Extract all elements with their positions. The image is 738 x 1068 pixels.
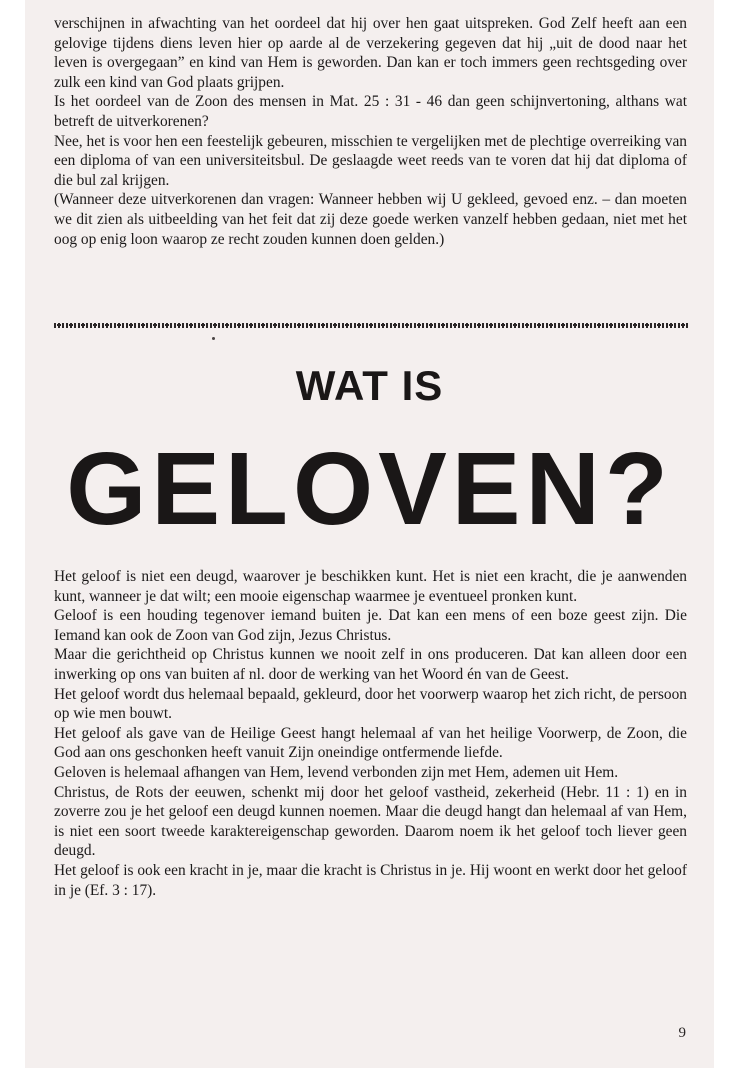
top-text <box>54 14 687 249</box>
print-speck <box>212 337 215 340</box>
page-number: 9 <box>678 1025 686 1041</box>
paragraph: verschijnen in afwachting van het oordeel dat hij over hen gaat uitspreken. God Zelf heeft aan een gelovige tijdens diens leven hier op aarde al de verzekering gegeven dat hij „uit de dood naar het leven is overgegaan” en kind van Hem is geworden. Dan kan er toch immers geen rechtsgeding over zulk een kind van God plaats grijpen. <box>54 15 687 91</box>
paragraph: Het geloof als gave van de Heilige Geest hangt helemaal af van het heilige Voorwerp, de Zoon, die God aan ons geschonken heeft vanuit Zijn oneindige ontfermende liefde. <box>54 724 687 762</box>
body-text <box>54 567 687 900</box>
section-divider <box>54 323 688 328</box>
heading-wat-is: WAT IS <box>295 362 444 409</box>
paragraph: Maar die gerichtheid op Christus kunnen we nooit zelf in ons produceren. Dat kan alleen door een inwerking op ons van buiten af nl. door de werking van het Woord én van de Geest. <box>54 646 687 683</box>
paragraph: Geloven is helemaal afhangen van Hem, levend verbonden zijn met Hem, ademen uit Hem. <box>54 763 619 781</box>
paragraph: Het geloof is niet een deugd, waarover je beschikken kunt. Het is niet een kracht, die je aanwenden kunt, wanneer je dat wilt; een mooie eigenschap waarmee je eventueel pronken kunt. <box>54 568 687 605</box>
paragraph: Geloof is een houding tegenover iemand buiten je. Dat kan een mens of een boze geest zijn. Die Iemand kan ook de Zoon van God zijn, Jezus Christus. <box>54 607 687 644</box>
paragraph: Het geloof wordt dus helemaal bepaald, gekleurd, door het voorwerp waarop het zich richt, de persoon op wie men bouwt. <box>54 685 687 723</box>
heading-geloven: GELOVEN? <box>66 431 673 546</box>
paragraph: Het geloof is ook een kracht in je, maar die kracht is Christus in je. Hij woont en werkt door het geloof in je (Ef. 3 : 17). <box>54 861 687 899</box>
paragraph: Is het oordeel van de Zoon des mensen in Mat. 25 : 31 - 46 dan geen schijnvertoning, althans wat betreft de uitverkorenen? <box>54 93 687 130</box>
paragraph: Nee, het is voor hen een feestelijk gebeuren, misschien te vergelijken met de plechtige overreiking van een diploma of van een universiteitsbul. De geslaagde weet reeds van te voren dat hij dat diploma of die bul zal krijgen. <box>54 132 687 189</box>
paragraph: (Wanneer deze uitverkorenen dan vragen: Wanneer hebben wij U gekleed, gevoed enz. – dan moeten we dit zien als uitbeelding van het feit dat zij deze goede werken vanzelf hebben gedaan, niet met het oog op enig loon waarop ze recht zouden kunnen doen gelden.) <box>54 191 687 248</box>
page <box>25 0 714 1068</box>
paragraph: Christus, de Rots der eeuwen, schenkt mij door het geloof vastheid, zekerheid (Hebr. 11 : 1) en in zoverre zou je het geloof een deugd kunnen noemen. Maar die deugd hangt dan helemaal af van Hem, is niet een soort tweede karaktereigenschap geworden. Daarom noem ik het geloof toch liever geen deugd. <box>54 783 687 860</box>
